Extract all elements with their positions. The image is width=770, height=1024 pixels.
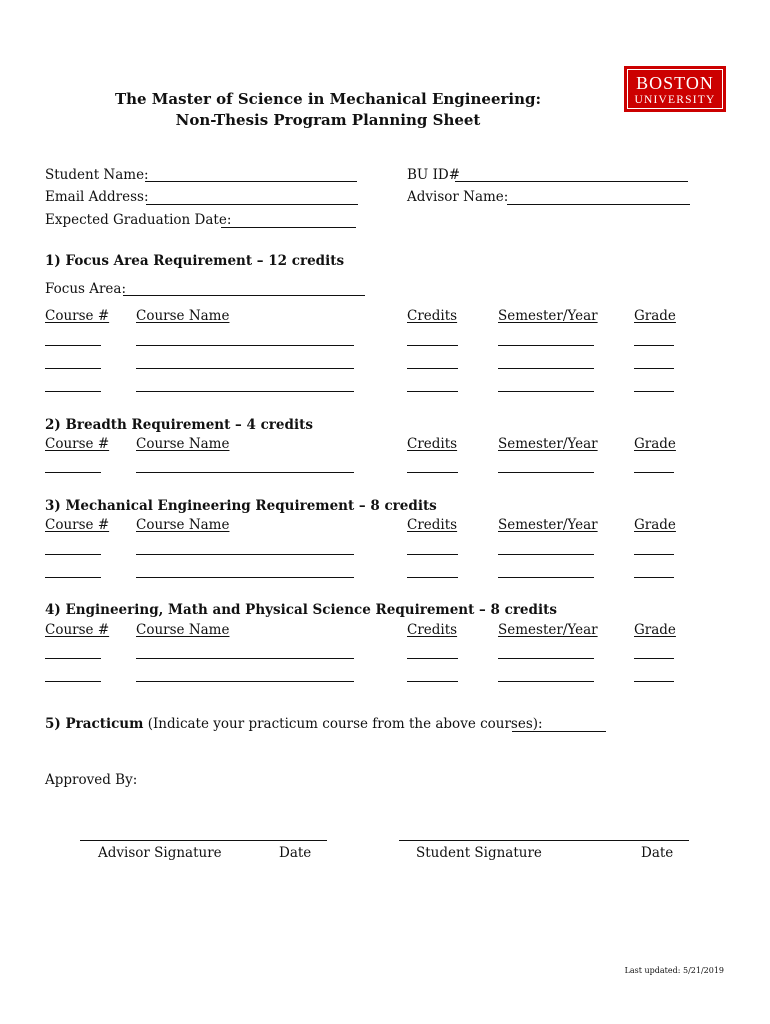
course-name-field[interactable] xyxy=(136,368,354,369)
credits-field[interactable] xyxy=(407,391,458,392)
student-name-label: Student Name: xyxy=(45,167,149,183)
bu-id-label: BU ID# xyxy=(407,167,461,183)
boston-university-logo xyxy=(624,66,726,112)
course-name-field[interactable] xyxy=(136,472,354,473)
section-5-heading: 5) Practicum xyxy=(45,716,144,732)
col-credits: Credits xyxy=(407,308,458,324)
grade-field[interactable] xyxy=(634,391,674,392)
student-signature-field[interactable] xyxy=(399,840,689,841)
course-num-field[interactable] xyxy=(45,391,101,392)
course-name-field[interactable] xyxy=(136,345,354,346)
graduation-date-label: Expected Graduation Date: xyxy=(45,212,232,228)
course-name-field[interactable] xyxy=(136,554,354,555)
course-num-field[interactable] xyxy=(45,554,101,555)
advisor-signature-label: Advisor Signature xyxy=(98,845,222,861)
col-semester-year: Semester/Year xyxy=(498,517,598,533)
semester-year-field[interactable] xyxy=(498,577,594,578)
semester-year-field[interactable] xyxy=(498,681,594,682)
col-course-num: Course # xyxy=(45,517,110,533)
grade-field[interactable] xyxy=(634,345,674,346)
approved-by-label: Approved By: xyxy=(45,772,138,788)
semester-year-field[interactable] xyxy=(498,472,594,473)
student-date-label: Date xyxy=(641,845,674,861)
col-semester-year: Semester/Year xyxy=(498,622,598,638)
credits-field[interactable] xyxy=(407,577,458,578)
logo-line-2: UNIVERSITY xyxy=(634,94,716,106)
course-name-field[interactable] xyxy=(136,391,354,392)
course-name-field[interactable] xyxy=(136,577,354,578)
col-course-name: Course Name xyxy=(136,308,230,324)
grade-field[interactable] xyxy=(634,368,674,369)
bu-id-field[interactable] xyxy=(455,181,688,182)
col-course-name: Course Name xyxy=(136,622,230,638)
email-field[interactable] xyxy=(146,204,358,205)
course-num-field[interactable] xyxy=(45,577,101,578)
advisor-name-label: Advisor Name: xyxy=(407,189,509,205)
page-title-line-1: The Master of Science in Mechanical Engineering: xyxy=(114,90,542,108)
grade-field[interactable] xyxy=(634,658,674,659)
practicum-row xyxy=(45,718,543,732)
credits-field[interactable] xyxy=(407,681,458,682)
focus-area-field[interactable] xyxy=(123,295,365,296)
advisor-date-label: Date xyxy=(279,845,312,861)
section-4-heading: 4) Engineering, Math and Physical Science Requirement – 8 credits xyxy=(45,602,557,618)
course-num-field[interactable] xyxy=(45,681,101,682)
section-1-heading: 1) Focus Area Requirement – 12 credits xyxy=(45,253,345,269)
grade-field[interactable] xyxy=(634,577,674,578)
col-course-num: Course # xyxy=(45,308,110,324)
col-course-num: Course # xyxy=(45,622,110,638)
semester-year-field[interactable] xyxy=(498,345,594,346)
semester-year-field[interactable] xyxy=(498,658,594,659)
col-semester-year: Semester/Year xyxy=(498,308,598,324)
credits-field[interactable] xyxy=(407,345,458,346)
focus-area-label: Focus Area: xyxy=(45,281,127,297)
student-name-field[interactable] xyxy=(145,181,357,182)
semester-year-field[interactable] xyxy=(498,391,594,392)
grade-field[interactable] xyxy=(634,472,674,473)
col-credits: Credits xyxy=(407,622,458,638)
grade-field[interactable] xyxy=(634,681,674,682)
col-credits: Credits xyxy=(407,517,458,533)
email-label: Email Address: xyxy=(45,189,149,205)
col-grade: Grade xyxy=(634,517,676,533)
course-num-field[interactable] xyxy=(45,658,101,659)
page-title-line-2: Non-Thesis Program Planning Sheet xyxy=(175,111,481,129)
semester-year-field[interactable] xyxy=(498,368,594,369)
advisor-name-field[interactable] xyxy=(507,204,690,205)
col-course-num: Course # xyxy=(45,436,110,452)
graduation-date-field[interactable] xyxy=(221,227,356,228)
course-num-field[interactable] xyxy=(45,472,101,473)
col-course-name: Course Name xyxy=(136,517,230,533)
course-name-field[interactable] xyxy=(136,658,354,659)
last-updated-text: Last updated: 5/21/2019 xyxy=(624,966,724,975)
logo-line-1: BOSTON xyxy=(636,73,714,93)
col-credits: Credits xyxy=(407,436,458,452)
col-grade: Grade xyxy=(634,436,676,452)
student-signature-label: Student Signature xyxy=(416,845,542,861)
advisor-signature-field[interactable] xyxy=(80,840,327,841)
credits-field[interactable] xyxy=(407,658,458,659)
course-name-field[interactable] xyxy=(136,681,354,682)
grade-field[interactable] xyxy=(634,554,674,555)
col-semester-year: Semester/Year xyxy=(498,436,598,452)
col-grade: Grade xyxy=(634,308,676,324)
credits-field[interactable] xyxy=(407,368,458,369)
section-3-heading: 3) Mechanical Engineering Requirement – 8 credits xyxy=(45,498,437,514)
col-course-name: Course Name xyxy=(136,436,230,452)
col-grade: Grade xyxy=(634,622,676,638)
section-2-heading: 2) Breadth Requirement – 4 credits xyxy=(45,417,313,433)
course-num-field[interactable] xyxy=(45,345,101,346)
credits-field[interactable] xyxy=(407,554,458,555)
course-num-field[interactable] xyxy=(45,368,101,369)
practicum-note: (Indicate your practicum course from the above courses): xyxy=(143,716,543,732)
semester-year-field[interactable] xyxy=(498,554,594,555)
credits-field[interactable] xyxy=(407,472,458,473)
practicum-course-field[interactable] xyxy=(512,731,606,732)
